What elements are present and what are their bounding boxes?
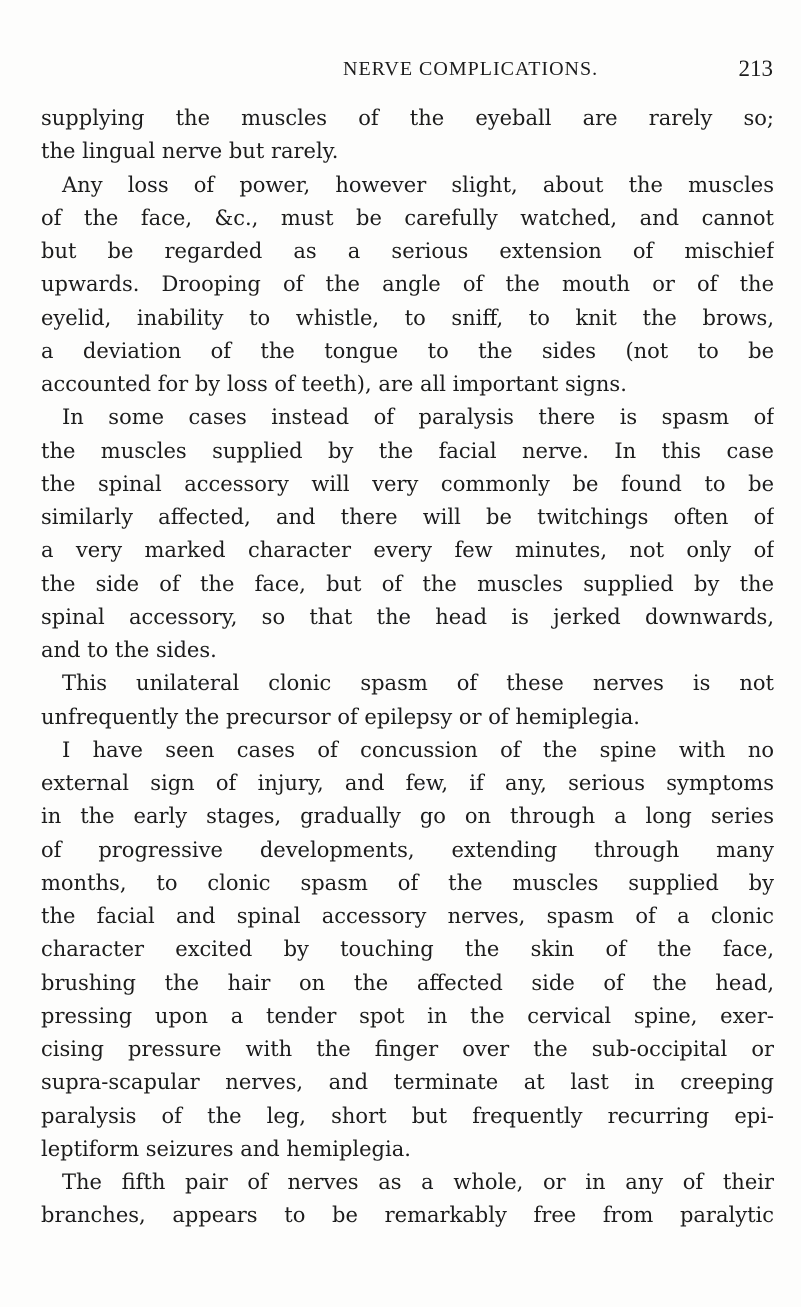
text-line: in the early stages, gradually go on through a long series xyxy=(41,804,774,829)
page-number: 213 xyxy=(738,56,773,81)
running-title: NERVE COMPLICATIONS. xyxy=(343,58,599,80)
text-line: accounted for by loss of teeth), are all important signs. xyxy=(41,372,627,396)
text-line: Any loss of power, however slight, about the muscles xyxy=(62,172,774,197)
text-line: similarly affected, and there will be twitchings often of xyxy=(41,505,774,529)
text-line: pressing upon a tender spot in the cervical spine, exer- xyxy=(41,1003,774,1028)
text-line: brushing the hair on the affected side of the head, xyxy=(41,970,774,995)
text-line: and to the sides. xyxy=(41,638,217,662)
text-line: I have seen cases of concussion of the spine with no xyxy=(62,737,774,762)
text-line: but be regarded as a serious extension of mischief xyxy=(41,239,774,263)
text-line: the spinal accessory will very commonly be found to be xyxy=(41,471,774,496)
text-line: a deviation of the tongue to the sides (not to be xyxy=(41,338,774,363)
text-line: unfrequently the precursor of epilepsy or of hemiplegia. xyxy=(41,704,640,729)
text-line: character excited by touching the skin of the face, xyxy=(41,937,774,962)
text-line: the lingual nerve but rarely. xyxy=(41,139,339,164)
text-line: the side of the face, but of the muscles supplied by the xyxy=(41,571,774,596)
text-line: leptiform seizures and hemiplegia. xyxy=(41,1136,411,1161)
text-line: external sign of injury, and few, if any, serious symptoms xyxy=(41,771,774,795)
text-line: spinal accessory, so that the head is jerked downwards, xyxy=(41,604,774,629)
text-line: of the face, &c., must be carefully watched, and cannot xyxy=(41,205,774,230)
body-text xyxy=(41,102,774,1233)
text-line: upwards. Drooping of the angle of the mouth or of the xyxy=(41,272,774,297)
text-line: paralysis of the leg, short but frequently recurring epi- xyxy=(41,1103,774,1128)
text-line: the muscles supplied by the facial nerve. In this case xyxy=(41,438,774,463)
text-line: In some cases instead of paralysis there is spasm of xyxy=(62,405,774,430)
text-line: of progressive developments, extending through many xyxy=(41,837,774,862)
text-line: months, to clonic spasm of the muscles supplied by xyxy=(41,870,774,895)
text-line: supra-scapular nerves, and terminate at last in creeping xyxy=(41,1070,774,1095)
running-header xyxy=(0,52,801,86)
text-line: eyelid, inability to whistle, to sniff, to knit the brows, xyxy=(41,305,774,330)
text-line: supplying the muscles of the eyeball are rarely so; xyxy=(41,106,774,130)
text-line: This unilateral clonic spasm of these nerves is not xyxy=(62,671,774,696)
text-line: the facial and spinal accessory nerves, spasm of a clonic xyxy=(41,904,774,928)
text-line: a very marked character every few minutes, not only of xyxy=(41,538,774,563)
text-line: cising pressure with the finger over the sub-occipital or xyxy=(41,1037,774,1061)
text-line: branches, appears to be remarkably free from paralytic xyxy=(41,1203,774,1228)
text-line: The fifth pair of nerves as a whole, or in any of their xyxy=(62,1170,774,1194)
